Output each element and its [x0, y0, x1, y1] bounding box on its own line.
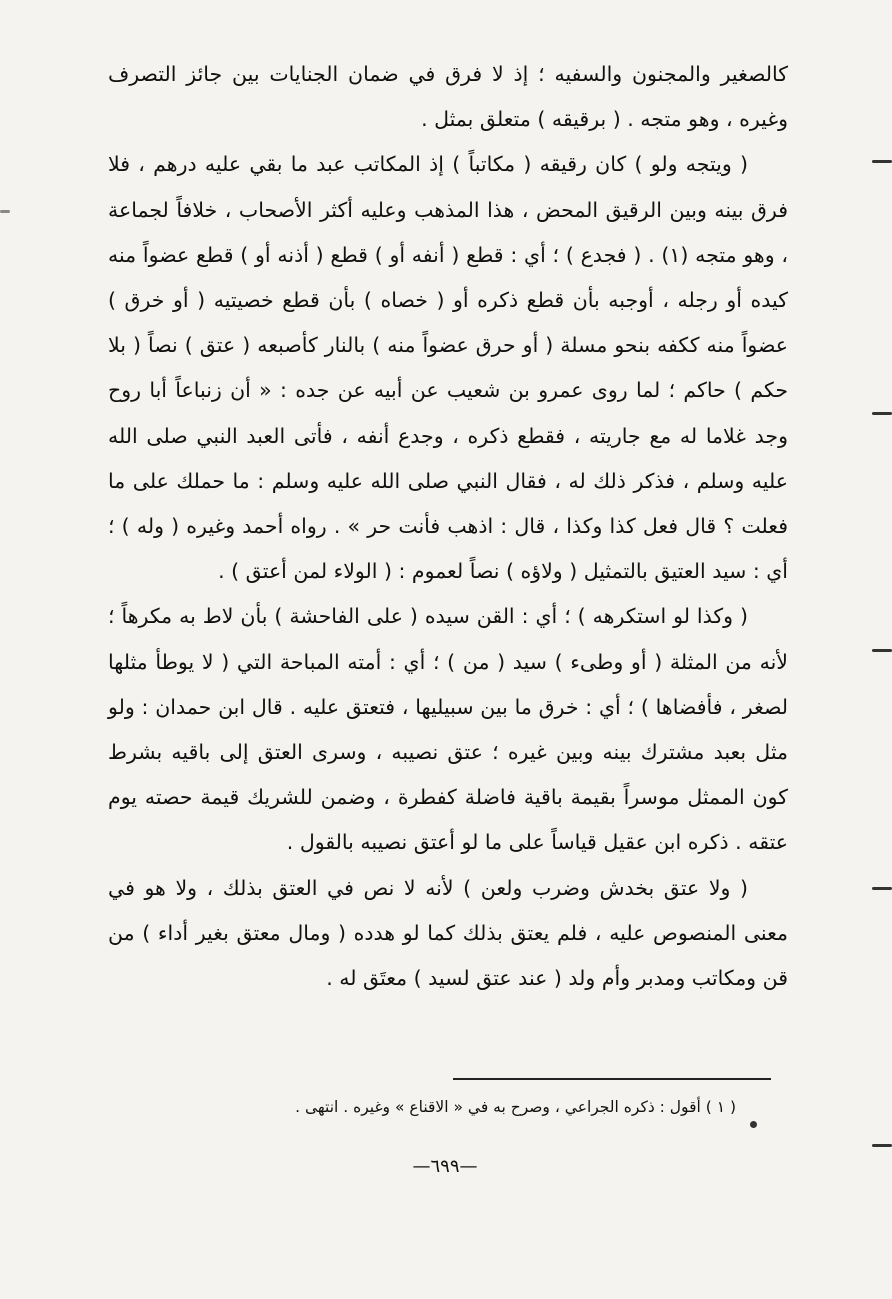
main-text — [108, 52, 788, 1001]
scan-edge-mark — [872, 412, 892, 415]
scan-edge-mark — [0, 210, 10, 213]
scan-edge-mark — [872, 649, 892, 652]
scan-speck — [750, 1121, 757, 1128]
scan-edge-mark — [872, 887, 892, 890]
footnote-divider — [453, 1078, 771, 1080]
footnote: ( ١ ) أقول : ذكره الجراعي ، وصرح به في « الاقناع » وغيره . انتهى . — [295, 1098, 736, 1116]
paragraph-2: ( ويتجه ولو ) كان رقيقه ( مكاتباً ) إذ المكاتب عبد ما بقي عليه درهم ، فلا فرق بينه وبين الرقيق المحض ، هذا المذهب وعليه أكثر الأصحاب ، خلافاً لجماعة ، وهو متجه (١) . ( فجدع ) ؛ أي : قطع ( أنفه أو ) قطع ( أذنه أو ) قطع عضواً منه كيده أو رجله ، أوجبه بأن قطع ذكره أو ( خصاه ) بأن قطع خصيتيه ( أو خرق ) عضواً منه ككفه بنحو مسلة ( أو حرق عضواً منه ) بالنار كأصبعه ( عتق ) نصاً ( بلا حكم ) حاكم ؛ لما روى عمرو بن شعيب عن أبيه عن جده : « أن زنباعاً أبا روح وجد غلاما له مع جاريته ، فقطع ذكره ، وجدع أنفه ، فأتى العبد النبي صلى الله عليه وسلم ، فذكر ذلك له ، فقال النبي صلى الله عليه وسلم : ما حملك على ما فعلت ؟ قال فعل كذا وكذا ، قال : اذهب فأنت حر » . رواه أحمد وغيره ( وله ) ؛ أي : سيد العتيق بالتمثيل ( ولاؤه ) نصاً لعموم : ( الولاء لمن أعتق ) . — [108, 152, 788, 584]
paragraph-4: ( ولا عتق بخدش وضرب ولعن ) لأنه لا نص في العتق بذلك ، ولا هو في معنى المنصوص عليه ، فلم يعتق بذلك كما لو هدده ( ومال معتق بغير أداء ) من قن ومكاتب ومدبر وأم ولد ( عند عتق لسيد ) معتَق له . — [108, 875, 788, 991]
paragraph-3: ( وكذا لو استكرهه ) ؛ أي : القن سيده ( على الفاحشة ) بأن لاط به مكرهاً ؛ لأنه من المثلة ( أو وطىء ) سيد ( من ) ؛ أي : أمته المباحة التي ( لا يوطأ مثلها لصغر ، فأفضاها ) ؛ أي : خرق ما بين سبيليها ، فتعتق عليه . قال ابن حمدان : ولو مثل بعبد مشترك بينه وبين غيره ؛ عتق نصيبه ، وسرى العتق إلى باقيه بشرط كون الممثل موسراً بقيمة باقية فاضلة كفطرة ، وضمن للشريك قيمة حصته يوم عتقه . ذكره ابن عقيل قياساً على ما لو أعتق نصيبه بالقول . — [108, 604, 788, 855]
scan-edge-mark — [872, 160, 892, 163]
page-number: —٦٩٩— — [412, 1156, 478, 1177]
scan-edge-mark — [872, 1144, 892, 1147]
paragraph-1: كالصغير والمجنون والسفيه ؛ إذ لا فرق في ضمان الجنايات بين جائز التصرف وغيره ، وهو متجه . ( برقيقه ) متعلق بمثل . — [108, 62, 788, 132]
